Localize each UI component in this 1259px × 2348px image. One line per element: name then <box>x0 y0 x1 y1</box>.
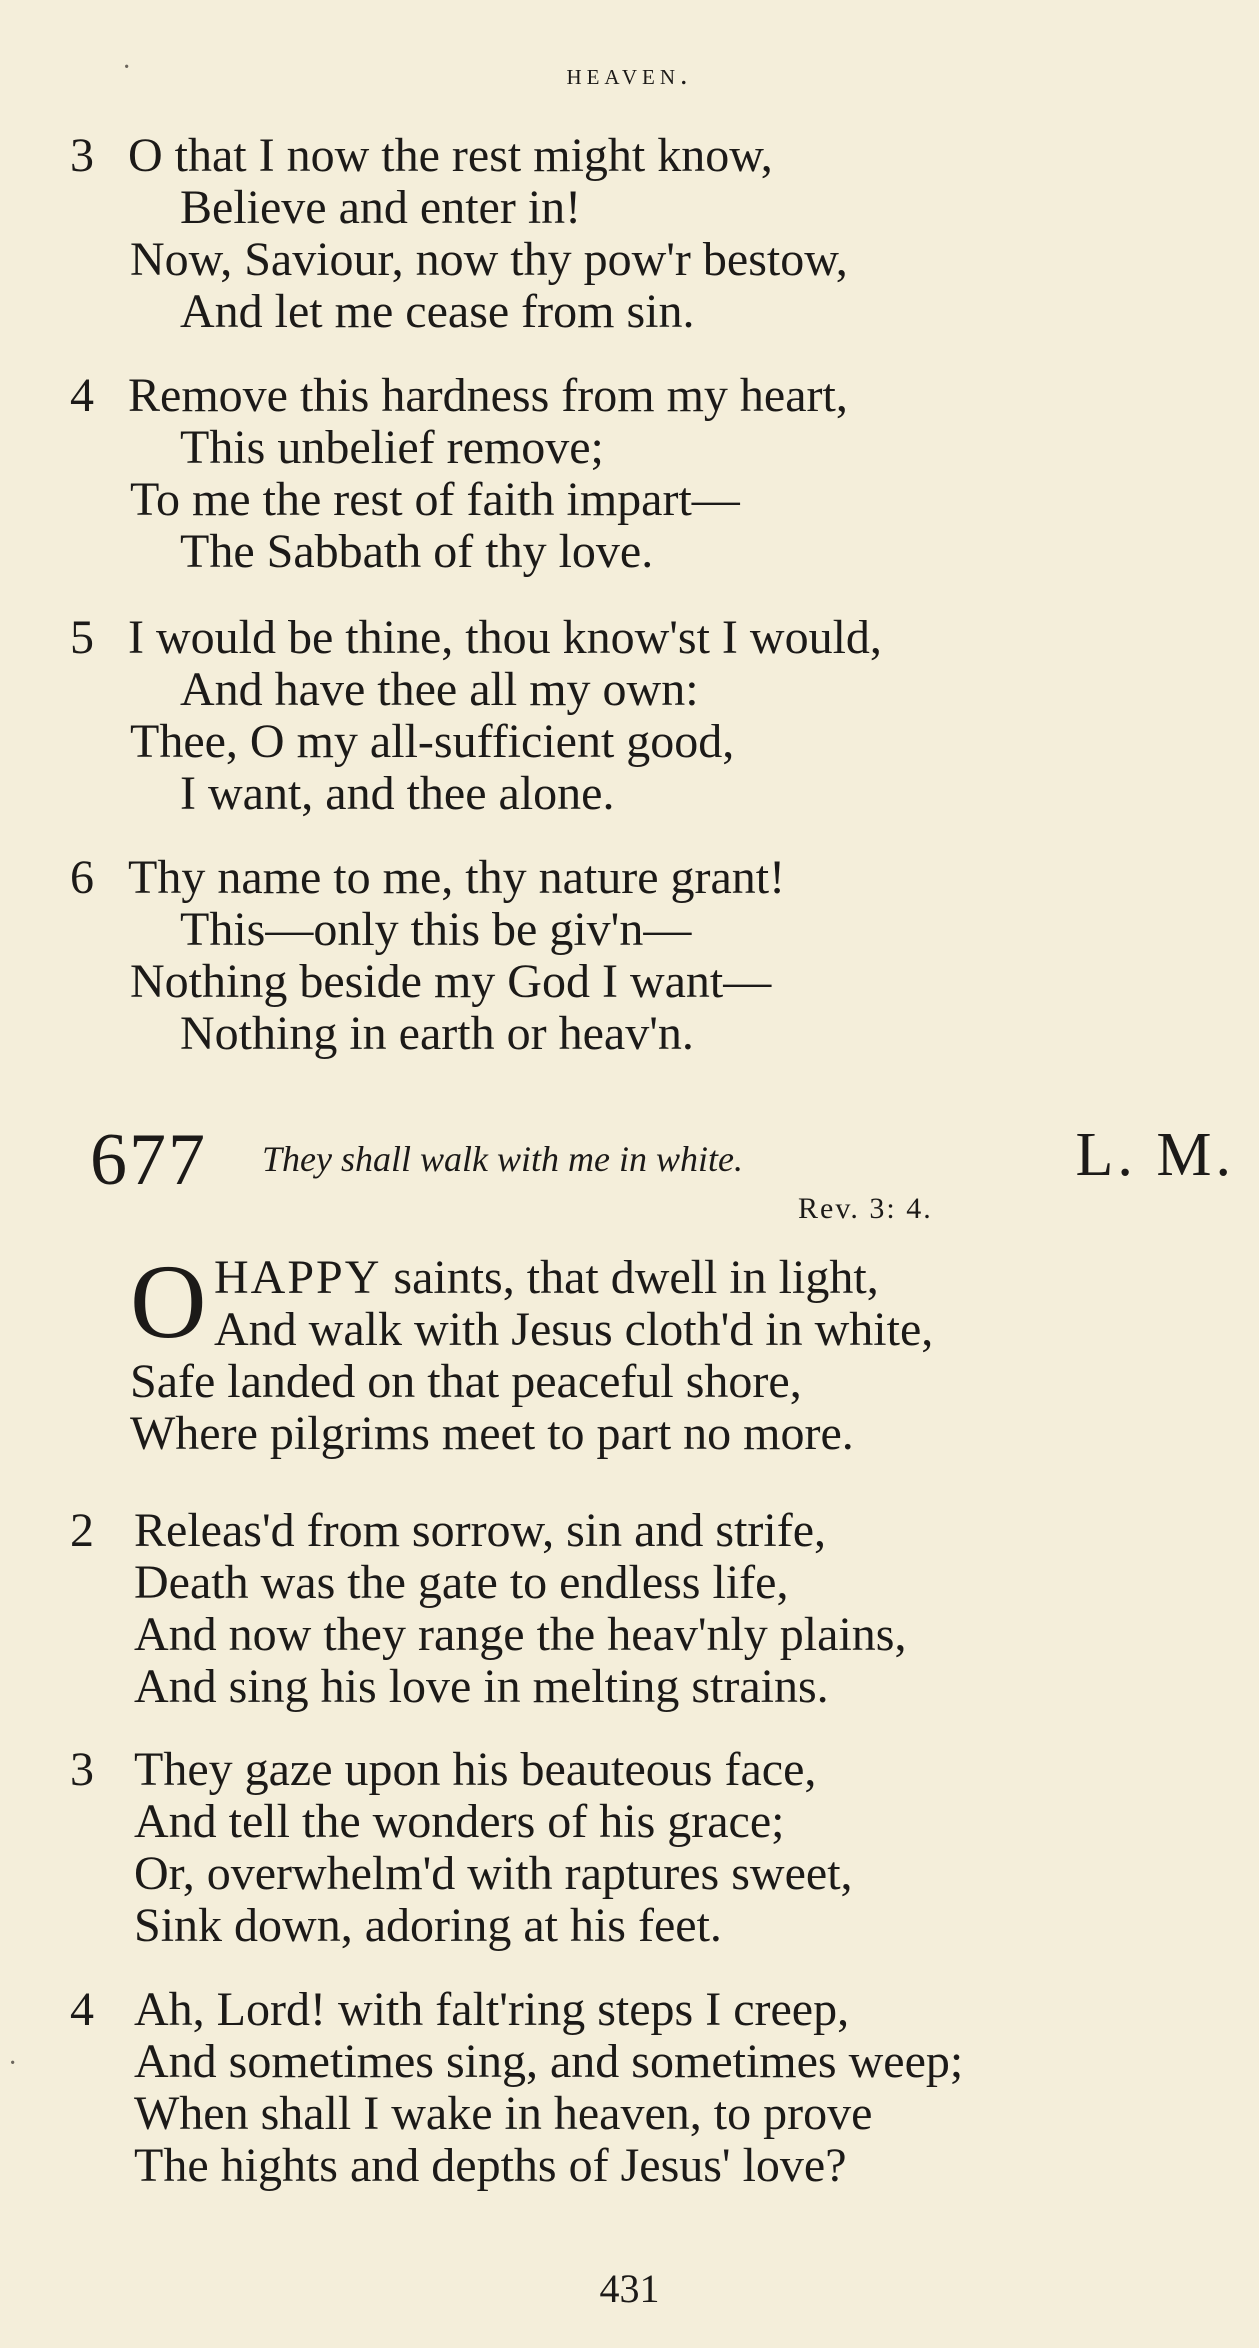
hymn-number: 677 <box>90 1119 207 1201</box>
verse-line: Thy name to me, thy nature grant! <box>128 851 786 904</box>
verse-line: saints, that dwell in light, <box>381 1251 879 1304</box>
scripture-reference: Rev. 3: 4. <box>798 1192 933 1225</box>
verse-line: Ah, Lord! with falt'ring steps I creep, <box>134 1983 850 2036</box>
hymn-title: They shall walk with me in white. <box>262 1139 743 1179</box>
stanza-number: 4 <box>70 369 94 422</box>
verse-line: O that I now the rest might know, <box>128 129 773 182</box>
verse-line: Death was the gate to endless life, <box>134 1556 789 1609</box>
verse-line: Releas'd from sorrow, sin and strife, <box>134 1504 827 1557</box>
hymn-meter: L. M. <box>1075 1121 1235 1189</box>
verse-line: I want, and thee alone. <box>180 767 615 820</box>
verse-line: This unbelief remove; <box>180 421 604 474</box>
verse-line: And sing his love in melting strains. <box>134 1660 829 1713</box>
stanza-number: 3 <box>70 1743 94 1796</box>
verse-line: The Sabbath of thy love. <box>180 525 654 578</box>
verse-line: To me the rest of faith impart— <box>130 473 740 526</box>
stanza-number: 5 <box>70 611 94 664</box>
verse-line: I would be thine, thou know'st I would, <box>128 611 882 664</box>
verse-line: And let me cease from sin. <box>180 285 695 338</box>
running-head: heaven. <box>566 58 693 91</box>
stanza <box>70 852 1230 1060</box>
verse-line: And walk with Jesus cloth'd in white, <box>214 1303 934 1356</box>
margin-dot: · <box>122 52 132 83</box>
stanza-number: 2 <box>70 1504 94 1557</box>
stanza <box>70 1505 1230 1713</box>
hymn-heading <box>90 1120 1235 1230</box>
stanza <box>70 1744 1230 1952</box>
margin-dot: · <box>8 2048 18 2079</box>
stanza <box>70 370 1230 578</box>
verse-line: Nothing in earth or heav'n. <box>180 1007 694 1060</box>
verse-line: Where pilgrims meet to part no more. <box>130 1407 854 1460</box>
verse-line: When shall I wake in heaven, to prove <box>134 2087 873 2140</box>
verse-line: And have thee all my own: <box>180 663 699 716</box>
stanza <box>70 130 1230 338</box>
verse-line: And tell the wonders of his grace; <box>134 1795 785 1848</box>
stanza <box>70 1984 1230 2192</box>
verse-line: Or, overwhelm'd with raptures sweet, <box>134 1847 853 1900</box>
stanza-number: 4 <box>70 1983 94 2036</box>
verse-line: Nothing beside my God I want— <box>130 955 772 1008</box>
verse-line: Thee, O my all-sufficient good, <box>130 715 735 768</box>
verse-line: The hights and depths of Jesus' love? <box>134 2139 847 2192</box>
drop-cap: O <box>130 1243 207 1360</box>
verse-line: Believe and enter in! <box>180 181 582 234</box>
page-number: 431 <box>599 2266 660 2311</box>
verse-line: They gaze upon his beauteous face, <box>134 1743 817 1796</box>
stanza-number: 3 <box>70 129 94 182</box>
verse-line: This—only this be giv'n— <box>180 903 692 956</box>
verse-line: Now, Saviour, now thy pow'r bestow, <box>130 233 848 286</box>
stanza <box>130 1243 1240 1460</box>
first-word: HAPPY <box>214 1251 382 1304</box>
verse-line: And sometimes sing, and sometimes weep; <box>134 2035 964 2088</box>
verse-line: Remove this hardness from my heart, <box>128 369 848 422</box>
verse-line: And now they range the heav'nly plains, <box>134 1608 907 1661</box>
stanza-number: 6 <box>70 851 94 904</box>
stanza <box>70 612 1230 820</box>
verse-line: Sink down, adoring at his feet. <box>134 1899 722 1952</box>
verse-line: Safe landed on that peaceful shore, <box>130 1355 802 1408</box>
